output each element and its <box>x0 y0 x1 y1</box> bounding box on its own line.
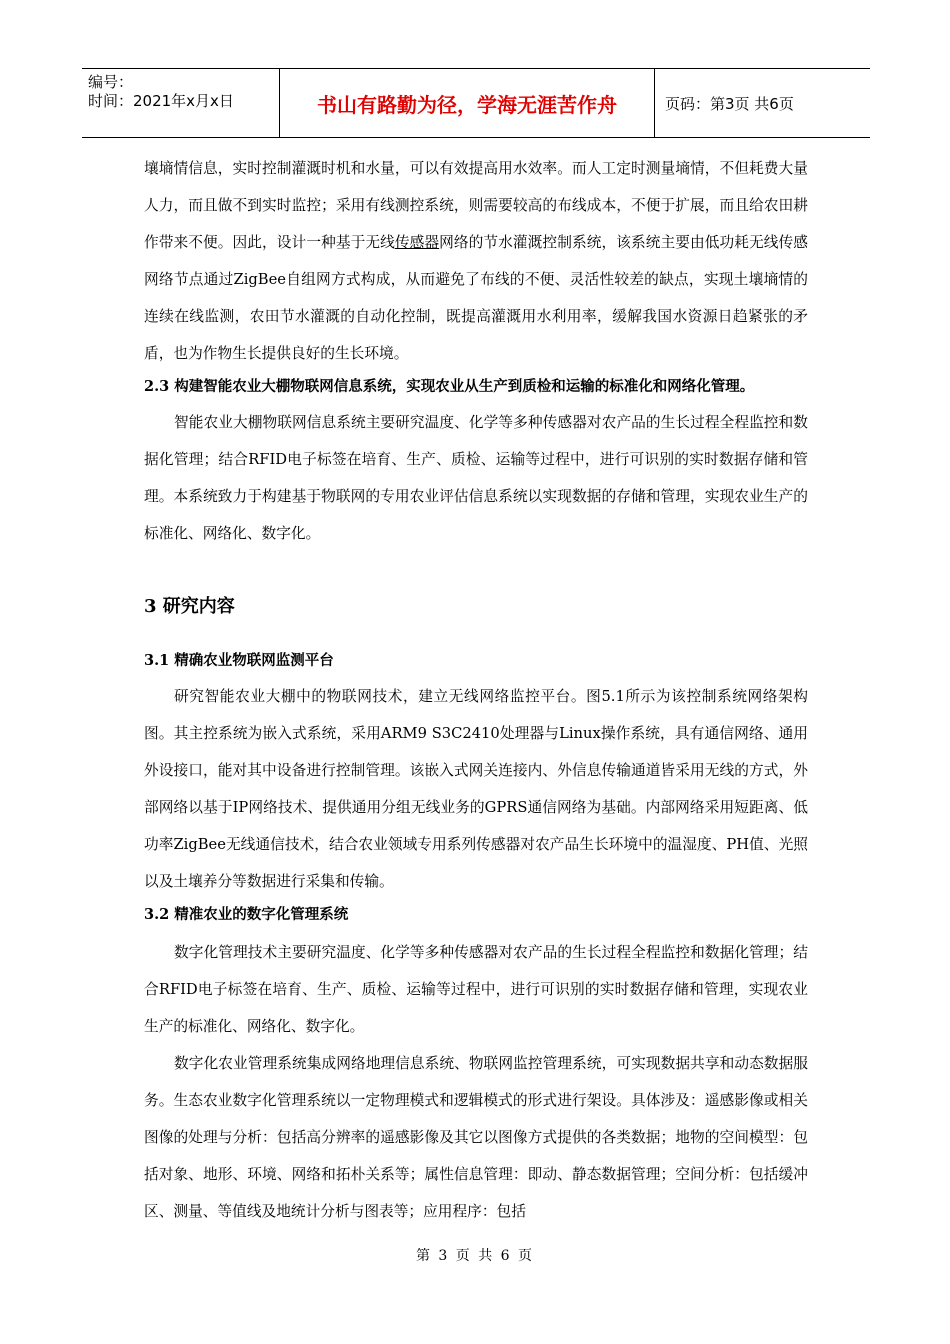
doc-number-label: 编号： <box>88 73 134 91</box>
document-body <box>144 150 808 1230</box>
paragraph-irrigation <box>144 150 808 372</box>
header-page-info: 页码：第3页 共6页 <box>665 94 794 113</box>
page-footer: 第 3 页 共 6 页 <box>415 1248 535 1264</box>
heading-3: 3 研究内容 <box>144 596 235 617</box>
paragraph-irrigation-text-1: 壤墒情信息，实时控制灌溉时机和水量，可以有效提高用水效率。而人工定时测量墒情，不但耗费大量人力，而且做不到实时监控；采用有线测控系统，则需要较高的布线成本，不便于扩展，而且给农田耕作带来不便。因此，设计一种基于无线 <box>144 160 808 251</box>
header-motto: 书山有路勤为径，学海无涯苦作舟 <box>280 69 655 137</box>
heading-2-3: 2.3 构建智能农业大棚物联网信息系统，实现农业从生产到质检和运输的标准化和网络化管理。 <box>144 378 755 395</box>
paragraph-greenhouse-system: 智能农业大棚物联网信息系统主要研究温度、化学等多种传感器对农产品的生长过程全程监控和数据化管理；结合RFID电子标签在培育、生产、质检、运输等过程中，进行可识别的实时数据存储和管理。本系统致力于构建基于物联网的专用农业评估信息系统以实现数据的存储和管理，实现农业生产的标准化、网络化、数字化。 <box>144 414 808 542</box>
sensor-link[interactable]: 传感器 <box>394 234 440 251</box>
paragraph-irrigation-text-2: 网络的节水灌溉控制系统，该系统主要由低功耗无线传感网络节点通过ZigBee自组网方式构成，从而避免了布线的不便、灵活性较差的缺点，实现土壤墒情的连续在线监测，农田节水灌溉的自动化控制，既提高灌溉用水利用率，缓解我国水资源日趋紧张的矛盾，也为作物生长提供良好的生长环境。 <box>144 234 808 362</box>
doc-date-label: 时间：2021年x月x日 <box>88 92 234 110</box>
paragraph-digital-agriculture: 数字化农业管理系统集成网络地理信息系统、物联网监控管理系统，可实现数据共享和动态数据服务。生态农业数字化管理系统以一定物理模式和逻辑模式的形式进行架设。具体涉及：遥感影像或相关图像的处理与分析：包括高分辨率的遥感影像及其它以图像方式提供的各类数据；地物的空间模型：包括对象、地形、环境、网络和拓朴关系等；属性信息管理：即动、静态数据管理；空间分析：包括缓冲区、测量、等值线及地统计分析与图表等；应用程序：包括 <box>144 1055 808 1220</box>
paragraph-digital-management: 数字化管理技术主要研究温度、化学等多种传感器对农产品的生长过程全程监控和数据化管理；结合RFID电子标签在培育、生产、质检、运输等过程中，进行可识别的实时数据存储和管理，实现农业生产的标准化、网络化、数字化。 <box>144 944 808 1035</box>
paragraph-monitoring-platform: 研究智能农业大棚中的物联网技术，建立无线网络监控平台。图5.1所示为该控制系统网络架构图。其主控系统为嵌入式系统，采用ARM9 S3C2410处理器与Linux操作系统，具有通信网络、通用外设接口，能对其中设备进行控制管理。该嵌入式网关连接内、外信息传输通道皆采用无线的方式，外部网络以基于IP网络技术、提供通用分组无线业务的GPRS通信网络为基础。内部网络采用短距离、低功率ZigBee无线通信技术，结合农业领域专用系列传感器对农产品生长环境中的温湿度、PH值、光照以及土壤养分等数据进行采集和传输。 <box>144 688 808 890</box>
page-header <box>82 68 870 138</box>
heading-3-2: 3.2 精准农业的数字化管理系统 <box>144 906 349 923</box>
heading-3-1: 3.1 精确农业物联网监测平台 <box>144 652 334 669</box>
header-meta <box>82 69 280 137</box>
